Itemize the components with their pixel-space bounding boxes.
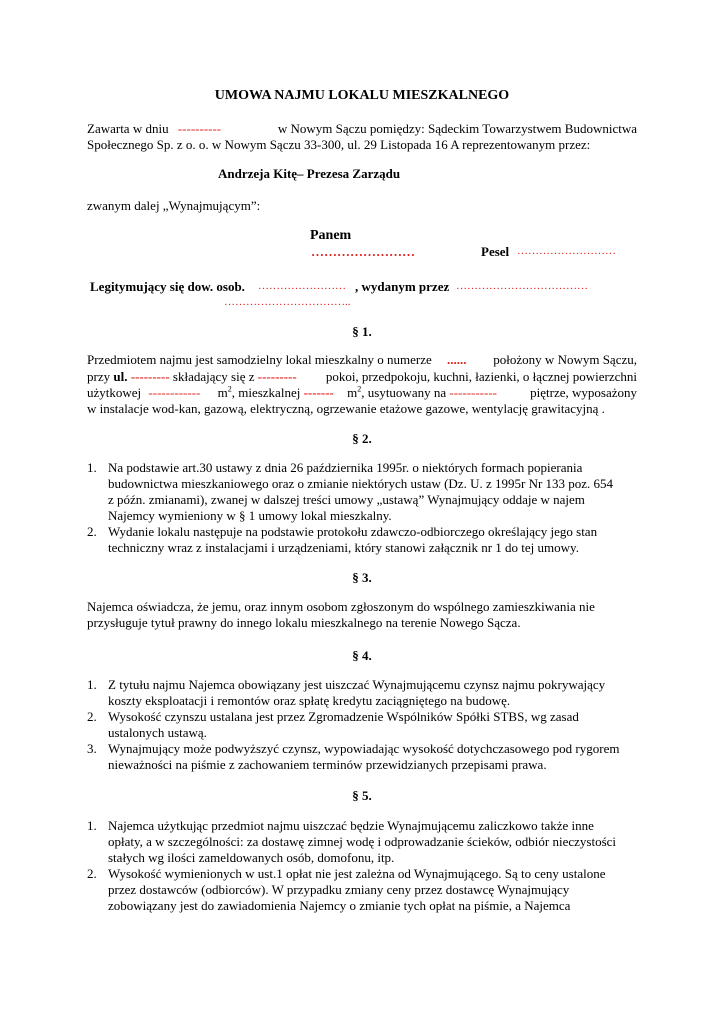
s5-item-2-line: przez dostawców (odbiorców). W przypadku zmiany ceny przez dostawcę Wynajmujący xyxy=(108,882,570,897)
living-area-blank: ------- xyxy=(303,385,334,400)
s5-item-1-line: opłaty, a w szczególności: za dostawę zimnej wodę i odprowadzanie ścieków, odbiór nieczystości xyxy=(108,834,617,849)
list-number: 1. xyxy=(87,818,97,833)
s1-text: , mieszkalnej xyxy=(231,385,301,400)
list-number: 2. xyxy=(87,524,97,539)
s1-text: składający się z xyxy=(172,369,255,384)
s4-item-1-line: Z tytułu najmu Najemca obowiązany jest uiszczać Wynajmującemu czynsz najmu pokrywający xyxy=(108,677,606,692)
s1-line-3 xyxy=(87,385,637,400)
intro-text: Zawarta w dniu xyxy=(87,121,169,136)
section-2-heading: § 2. xyxy=(352,431,372,446)
s2-item-2-line: Wydanie lokalu następuje na podstawie protokołu zdawczo-odbiorczego określający jego stan xyxy=(108,524,598,539)
landlord-alias: zwanym dalej „Wynajmującym”: xyxy=(87,198,261,213)
s4-item-2-line: Wysokość czynszu ustalana jest przez Zgromadzenie Wspólników Spółki STBS, wg zasad xyxy=(108,709,579,724)
rooms-blank: --------- xyxy=(257,369,297,384)
unit: m xyxy=(347,385,358,400)
s1-line-1 xyxy=(87,352,637,367)
pesel-label: Pesel xyxy=(481,244,510,259)
issued-blank-continued: …………………………….. xyxy=(224,296,351,308)
s2-item-1-line: z późn. zmianami), zwanej w dalszej treści umowy „ustawą” Wynajmujący oddaje w najem xyxy=(108,492,585,507)
id-label: Legitymujący się dow. osob. xyxy=(90,279,245,294)
panem-label: Panem xyxy=(310,228,352,243)
section-5-heading: § 5. xyxy=(352,788,372,803)
s3-line: przysługuje tytuł prawny do innego lokalu mieszkalnego na terenie Nowego Sącza. xyxy=(87,615,521,630)
s4-item-1-line: koszty eksploatacji i remontów oraz spłatę kredytu zaciągniętego na budowę. xyxy=(108,693,511,708)
id-blank: …………………… xyxy=(258,280,346,292)
s1-line-4: w instalacje wod-kan, gazową, elektryczną, ogrzewanie etażowe gazowe, wentylację grawitacyjną . xyxy=(87,401,605,416)
unit: m xyxy=(217,385,228,400)
s1-text: położony w Nowym Sączu, xyxy=(493,352,637,367)
unit-sup: 2 xyxy=(357,384,362,394)
section-1-heading: § 1. xyxy=(352,324,372,339)
s1-text: przy xyxy=(87,369,111,384)
tenant-name-blank: …………………… xyxy=(311,244,415,259)
document-title: UMOWA NAJMU LOKALU MIESZKALNEGO xyxy=(214,88,510,103)
issued-blank: ……………………………… xyxy=(456,280,588,292)
s2-item-1-line: Na podstawie art.30 ustawy z dnia 26 października 1995r. o niektórych formach popierania xyxy=(108,460,583,475)
list-number: 3. xyxy=(87,741,97,756)
s5-item-2-line: zobowiązany jest do zawiadomienia Najemcy o zmianie tych opłat na piśmie, a Najemca xyxy=(108,898,571,913)
issued-label: , wydanym przez xyxy=(355,279,450,294)
s1-text: , usytuowany na xyxy=(361,385,447,400)
s5-item-1-line: Najemca użytkując przedmiot najmu uiszczać będzie Wynajmującemu zaliczkowo także inne xyxy=(108,818,594,833)
floor-blank: ----------- xyxy=(449,385,497,400)
unit-sup: 2 xyxy=(227,384,232,394)
s1-text: Przedmiotem najmu jest samodzielny lokal mieszkalny o numerze xyxy=(87,352,432,367)
intro-line-2: Społecznego Sp. z o. o. w Nowym Sączu 33-300, ul. 29 Listopada 16 A reprezentowanym przez: xyxy=(87,137,591,152)
section-3-heading: § 3. xyxy=(352,570,372,585)
list-number: 1. xyxy=(87,677,97,692)
s1-text: piętrze, wyposażony xyxy=(530,385,637,400)
s5-item-2-line: Wysokość wymienionych w ust.1 opłat nie jest zależna od Wynajmującego. Są to ceny ustalone xyxy=(108,866,606,881)
s4-item-2-line: ustalonych ustawą. xyxy=(108,725,207,740)
s5-item-1-line: stałych wg ilości zameldowanych osób, domofonu, itp. xyxy=(108,850,395,865)
usable-area-blank: ------------ xyxy=(148,385,201,400)
street-label: ul. xyxy=(113,369,128,384)
list-number: 2. xyxy=(87,866,97,881)
s2-item-1-line: Najemcy wymieniony w § 1 umowy lokal mieszkalny. xyxy=(108,508,392,523)
s1-line-2 xyxy=(87,369,637,384)
intro-text: w Nowym Sączu pomiędzy: Sądeckim Towarzystwem Budownictwa xyxy=(277,121,637,136)
section-4-heading: § 4. xyxy=(352,648,372,663)
apartment-number-blank: ...... xyxy=(447,352,467,367)
s2-item-2-line: techniczny wraz z instalacjami i urządzeniami, który stanowi załącznik nr 1 do tej umowy. xyxy=(108,540,579,555)
s1-text: użytkowej xyxy=(87,385,142,400)
street-blank: --------- xyxy=(130,369,170,384)
s2-item-1-line: budownictwa mieszkaniowego oraz o zmianie niektórych ustaw (Dz. U. z 1995r Nr 133 poz. 654 xyxy=(108,476,614,491)
list-number: 2. xyxy=(87,709,97,724)
intro-line-1 xyxy=(87,121,637,136)
s3-line: Najemca oświadcza, że jemu, oraz innym osobom zgłoszonym do wspólnego zamieszkiwania nie xyxy=(87,599,595,614)
representative-name: Andrzeja Kitę– Prezesa Zarządu xyxy=(218,166,401,181)
pesel-blank: ……………………… xyxy=(517,245,616,257)
list-number: 1. xyxy=(87,460,97,475)
s4-item-3-line: nieważności na piśmie z zachowaniem terminów przewidzianych przepisami prawa. xyxy=(108,757,547,772)
s4-item-3-line: Wynajmujący może podwyższyć czynsz, wypowiadając wysokość dotychczasowego pod rygorem xyxy=(108,741,620,756)
s1-text: pokoi, przedpokoju, kuchni, łazienki, o łącznej powierzchni xyxy=(325,369,637,384)
date-blank: ---------- xyxy=(177,121,222,136)
